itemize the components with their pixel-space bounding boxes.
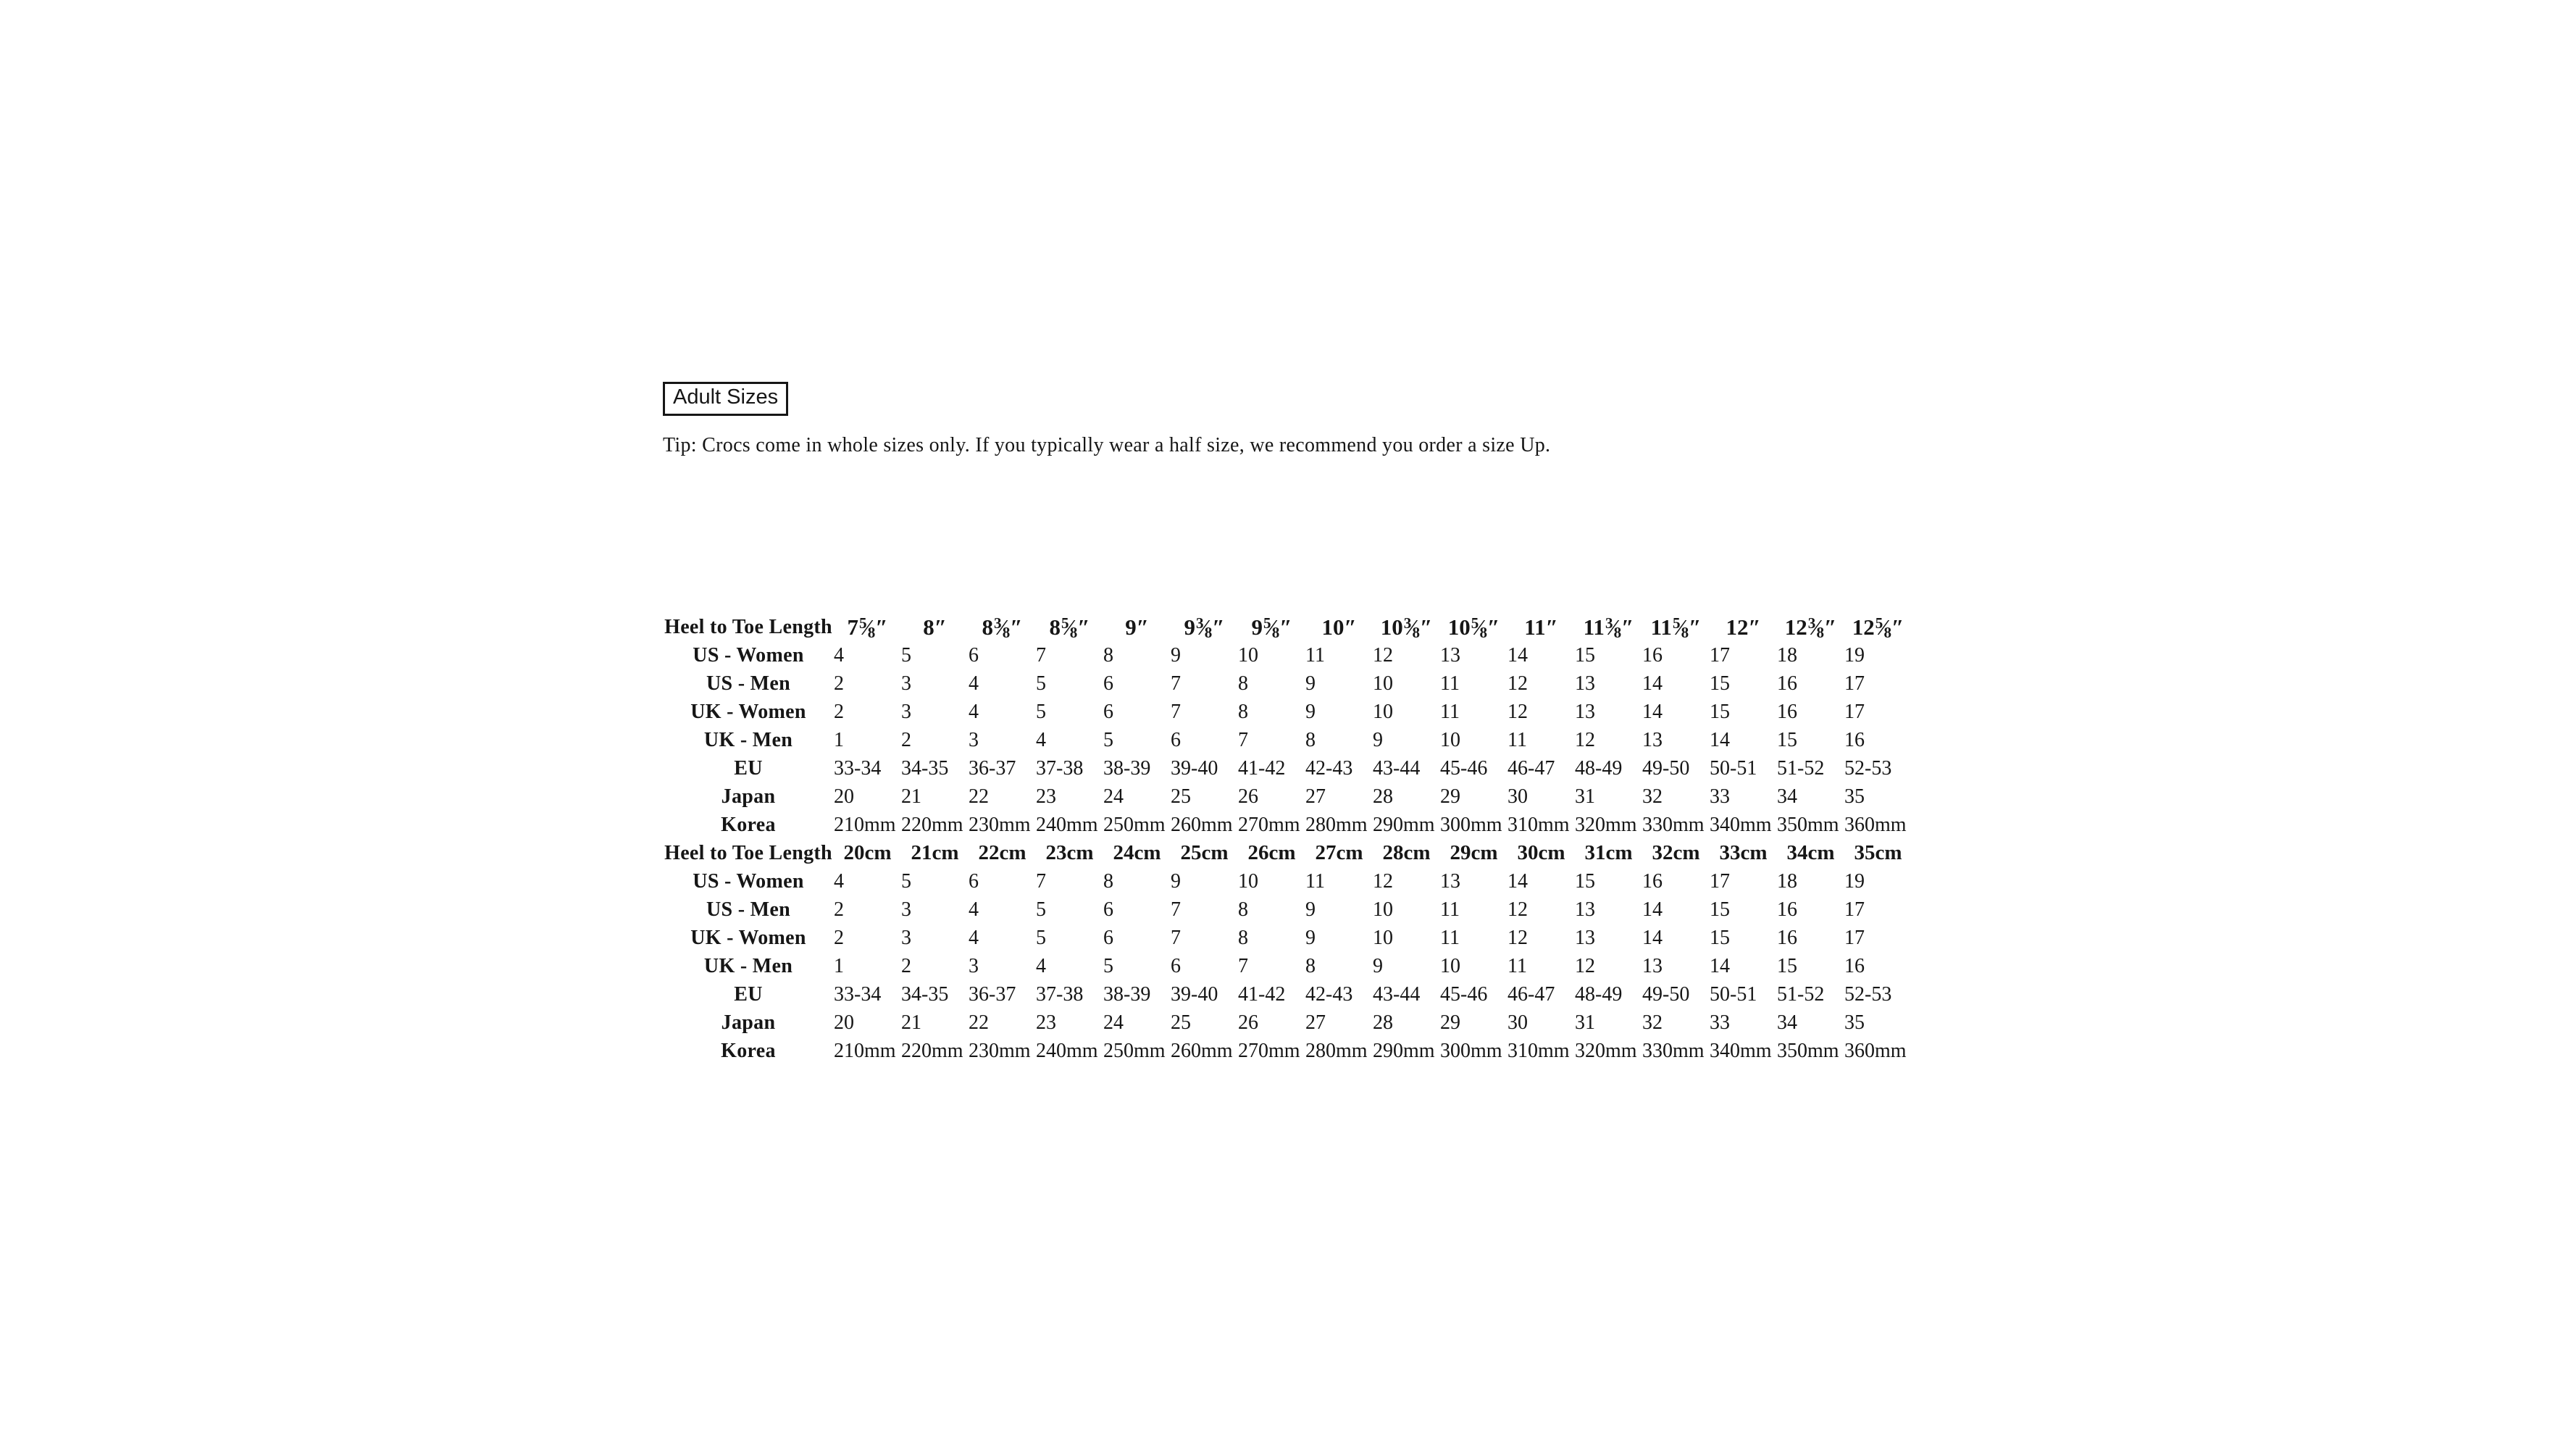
size-cell: 4: [969, 898, 979, 921]
size-row: [663, 669, 1912, 698]
size-cell: 10: [1440, 954, 1460, 977]
size-cell: 12: [1507, 672, 1528, 695]
size-cell: 15: [1575, 643, 1595, 667]
size-row: [663, 641, 1912, 669]
size-cell: 7: [1238, 954, 1248, 977]
size-cell: 5: [901, 643, 911, 667]
size-cell: 10: [1440, 728, 1460, 751]
row-label: UK - Women: [690, 926, 806, 949]
size-cell: 21: [901, 785, 921, 808]
size-cell: 2: [834, 700, 844, 723]
size-cell: 35: [1844, 785, 1865, 808]
size-cell: 270mm: [1238, 1039, 1300, 1062]
size-cell: 4: [969, 672, 979, 695]
size-cell: 34-35: [901, 982, 949, 1006]
size-cell: 210mm: [834, 1039, 896, 1062]
size-cell: 8: [1103, 643, 1113, 667]
size-cell: 24: [1103, 1011, 1124, 1034]
size-cell: 7: [1036, 643, 1046, 667]
column-header: 27cm: [1315, 841, 1363, 864]
size-cell: 11: [1305, 869, 1325, 893]
column-header: $8^3⁄_8''$: [982, 614, 1023, 641]
column-header: 20cm: [843, 841, 892, 864]
column-header: 21cm: [911, 841, 959, 864]
size-cell: 7: [1171, 672, 1181, 695]
size-cell: 6: [1171, 954, 1181, 977]
size-cell: 31: [1575, 1011, 1595, 1034]
column-header: 22cm: [978, 841, 1026, 864]
size-cell: 25: [1171, 785, 1191, 808]
size-cell: 360mm: [1844, 813, 1907, 836]
heel-to-toe-length-label: Heel to Toe Length: [664, 615, 832, 638]
size-cell: 26: [1238, 1011, 1258, 1034]
size-cell: 330mm: [1642, 813, 1705, 836]
size-cell: 13: [1440, 643, 1460, 667]
size-cell: 240mm: [1036, 813, 1098, 836]
size-cell: 2: [834, 898, 844, 921]
size-cell: 29: [1440, 1011, 1460, 1034]
row-label: EU: [734, 982, 763, 1006]
column-header: 30cm: [1517, 841, 1565, 864]
size-cell: 37-38: [1036, 756, 1084, 780]
size-cell: 16: [1777, 672, 1797, 695]
size-cell: 49-50: [1642, 756, 1690, 780]
row-label: US - Women: [693, 869, 804, 893]
size-cell: 27: [1305, 785, 1326, 808]
size-cell: 280mm: [1305, 813, 1368, 836]
size-cell: 270mm: [1238, 813, 1300, 836]
size-cell: 9: [1305, 672, 1316, 695]
size-cell: 36-37: [969, 756, 1016, 780]
column-header: 11″: [1524, 614, 1558, 640]
size-cell: 10: [1373, 926, 1393, 949]
size-cell: 250mm: [1103, 1039, 1166, 1062]
row-label: Japan: [721, 1011, 776, 1034]
size-cell: 30: [1507, 785, 1528, 808]
size-cell: 19: [1844, 643, 1865, 667]
size-row: [663, 698, 1912, 726]
size-cell: 14: [1642, 926, 1663, 949]
column-header: 35cm: [1854, 841, 1902, 864]
column-header: $8^5⁄_8''$: [1049, 614, 1090, 641]
size-cell: 16: [1777, 700, 1797, 723]
size-cell: 14: [1710, 728, 1730, 751]
size-cell: 290mm: [1373, 813, 1435, 836]
size-cell: 36-37: [969, 982, 1016, 1006]
size-cell: 34-35: [901, 756, 949, 780]
size-cell: 3: [901, 700, 911, 723]
size-table: [663, 613, 1912, 1065]
size-cell: 15: [1710, 926, 1730, 949]
size-row: [663, 782, 1912, 811]
size-cell: 12: [1507, 700, 1528, 723]
size-cell: 220mm: [901, 813, 963, 836]
size-cell: 280mm: [1305, 1039, 1368, 1062]
size-row: [663, 895, 1912, 924]
size-cell: 6: [1103, 898, 1113, 921]
size-cell: 15: [1777, 954, 1797, 977]
size-cell: 27: [1305, 1011, 1326, 1034]
column-header: 8″: [923, 614, 947, 640]
size-cell: 25: [1171, 1011, 1191, 1034]
size-cell: 2: [834, 926, 844, 949]
size-cell: 9: [1305, 926, 1316, 949]
size-cell: 5: [1036, 700, 1046, 723]
tip-text: Tip: Crocs come in whole sizes only. If you typically wear a half size, we recommend you order a size Up.: [663, 434, 1551, 456]
size-cell: 12: [1507, 926, 1528, 949]
size-cell: 14: [1642, 898, 1663, 921]
size-cell: 11: [1507, 728, 1527, 751]
size-cell: 8: [1305, 954, 1316, 977]
size-cell: 17: [1844, 672, 1865, 695]
size-cell: 29: [1440, 785, 1460, 808]
size-cell: 5: [1036, 672, 1046, 695]
size-cell: 6: [1103, 700, 1113, 723]
size-cell: 13: [1642, 954, 1663, 977]
size-cell: 8: [1305, 728, 1316, 751]
size-cell: 46-47: [1507, 982, 1555, 1006]
size-cell: 9: [1373, 728, 1383, 751]
size-cell: 10: [1373, 898, 1393, 921]
size-cell: 300mm: [1440, 813, 1502, 836]
column-header: 24cm: [1113, 841, 1161, 864]
size-cell: 3: [969, 728, 979, 751]
adult-sizes-button[interactable]: Adult Sizes: [663, 382, 788, 416]
size-cell: 220mm: [901, 1039, 963, 1062]
size-cell: 22: [969, 1011, 989, 1034]
size-cell: 30: [1507, 1011, 1528, 1034]
column-header: 29cm: [1450, 841, 1498, 864]
size-cell: 26: [1238, 785, 1258, 808]
size-cell: 15: [1710, 672, 1730, 695]
size-cell: 31: [1575, 785, 1595, 808]
row-label: Korea: [721, 813, 776, 836]
size-cell: 14: [1710, 954, 1730, 977]
size-cell: 14: [1507, 643, 1528, 667]
size-cell: 3: [901, 898, 911, 921]
size-cell: 15: [1710, 898, 1730, 921]
size-row: [663, 867, 1912, 895]
column-header: 25cm: [1180, 841, 1229, 864]
column-header: $11^5⁄_8''$: [1650, 614, 1702, 641]
size-row: [663, 980, 1912, 1009]
size-cell: 19: [1844, 869, 1865, 893]
size-cell: 330mm: [1642, 1039, 1705, 1062]
size-cell: 3: [969, 954, 979, 977]
size-cell: 260mm: [1171, 1039, 1233, 1062]
column-header: $12^3⁄_8''$: [1784, 614, 1837, 641]
size-row: [663, 1037, 1912, 1065]
size-cell: 230mm: [969, 1039, 1031, 1062]
size-cell: 17: [1710, 643, 1730, 667]
size-cell: 16: [1844, 954, 1865, 977]
size-cell: 23: [1036, 1011, 1056, 1034]
size-cell: 16: [1844, 728, 1865, 751]
size-cell: 5: [901, 869, 911, 893]
size-cell: 7: [1171, 926, 1181, 949]
row-label: Japan: [721, 785, 776, 808]
size-cell: 10: [1238, 869, 1258, 893]
size-cell: 22: [969, 785, 989, 808]
column-header: $9^5⁄_8''$: [1251, 614, 1292, 641]
size-cell: 4: [969, 926, 979, 949]
column-header: $11^3⁄_8''$: [1583, 614, 1634, 641]
size-cell: 6: [969, 869, 979, 893]
size-cell: 11: [1440, 700, 1460, 723]
size-cell: 9: [1171, 643, 1181, 667]
size-cell: 28: [1373, 1011, 1393, 1034]
size-cell: 33: [1710, 1011, 1730, 1034]
row-label: EU: [734, 756, 763, 780]
size-cell: 4: [1036, 728, 1046, 751]
size-cell: 33: [1710, 785, 1730, 808]
size-cell: 38-39: [1103, 756, 1151, 780]
size-cell: 24: [1103, 785, 1124, 808]
size-cell: 2: [901, 954, 911, 977]
column-header: 31cm: [1584, 841, 1633, 864]
size-cell: 52-53: [1844, 982, 1892, 1006]
size-header-row: [663, 613, 1912, 641]
size-cell: 21: [901, 1011, 921, 1034]
column-header: 26cm: [1247, 841, 1296, 864]
size-cell: 4: [969, 700, 979, 723]
column-header: $10^3⁄_8''$: [1380, 614, 1433, 641]
size-cell: 7: [1171, 898, 1181, 921]
size-row: [663, 1009, 1912, 1037]
size-cell: 2: [901, 728, 911, 751]
size-cell: 16: [1777, 926, 1797, 949]
size-cell: 49-50: [1642, 982, 1690, 1006]
size-cell: 51-52: [1777, 756, 1825, 780]
size-cell: 340mm: [1710, 813, 1772, 836]
column-header: 34cm: [1786, 841, 1835, 864]
size-cell: 350mm: [1777, 1039, 1839, 1062]
size-table-body: [663, 613, 1912, 1065]
size-cell: 33-34: [834, 756, 882, 780]
size-header-row: [663, 839, 1912, 867]
size-cell: 9: [1305, 898, 1316, 921]
size-row: [663, 924, 1912, 952]
size-cell: 45-46: [1440, 756, 1488, 780]
size-cell: 6: [1103, 926, 1113, 949]
size-cell: 48-49: [1575, 756, 1623, 780]
size-cell: 13: [1440, 869, 1460, 893]
size-cell: 340mm: [1710, 1039, 1772, 1062]
size-cell: 18: [1777, 643, 1797, 667]
size-cell: 6: [969, 643, 979, 667]
size-cell: 250mm: [1103, 813, 1166, 836]
size-cell: 5: [1036, 926, 1046, 949]
size-cell: 45-46: [1440, 982, 1488, 1006]
size-cell: 4: [1036, 954, 1046, 977]
size-cell: 38-39: [1103, 982, 1151, 1006]
size-cell: 11: [1440, 672, 1460, 695]
row-label: US - Men: [706, 898, 790, 921]
size-cell: 14: [1642, 700, 1663, 723]
size-cell: 28: [1373, 785, 1393, 808]
size-cell: 8: [1238, 700, 1248, 723]
size-cell: 48-49: [1575, 982, 1623, 1006]
size-cell: 5: [1103, 728, 1113, 751]
size-cell: 14: [1507, 869, 1528, 893]
size-cell: 17: [1710, 869, 1730, 893]
column-header: 9″: [1125, 614, 1149, 640]
row-label: US - Men: [706, 672, 790, 695]
size-cell: 9: [1171, 869, 1181, 893]
size-cell: 52-53: [1844, 756, 1892, 780]
size-row: [663, 952, 1912, 980]
size-cell: 13: [1575, 672, 1595, 695]
size-cell: 2: [834, 672, 844, 695]
size-cell: 15: [1710, 700, 1730, 723]
size-cell: 16: [1642, 869, 1663, 893]
column-header: 12″: [1726, 614, 1761, 640]
size-cell: 15: [1575, 869, 1595, 893]
size-cell: 13: [1575, 898, 1595, 921]
row-label: UK - Women: [690, 700, 806, 723]
size-cell: 10: [1373, 672, 1393, 695]
size-cell: 310mm: [1507, 813, 1570, 836]
size-cell: 17: [1844, 898, 1865, 921]
size-cell: 6: [1103, 672, 1113, 695]
column-header: 28cm: [1382, 841, 1431, 864]
column-header: $9^3⁄_8''$: [1184, 614, 1225, 641]
size-cell: 8: [1238, 926, 1248, 949]
size-cell: 13: [1575, 926, 1595, 949]
size-cell: 260mm: [1171, 813, 1233, 836]
size-cell: 230mm: [969, 813, 1031, 836]
size-cell: 37-38: [1036, 982, 1084, 1006]
size-row: [663, 754, 1912, 782]
row-label: UK - Men: [703, 728, 793, 751]
size-cell: 9: [1373, 954, 1383, 977]
size-cell: 46-47: [1507, 756, 1555, 780]
size-cell: 240mm: [1036, 1039, 1098, 1062]
size-row: [663, 811, 1912, 839]
size-cell: 8: [1238, 898, 1248, 921]
size-cell: 360mm: [1844, 1039, 1907, 1062]
size-cell: 34: [1777, 1011, 1797, 1034]
size-cell: 350mm: [1777, 813, 1839, 836]
size-cell: 8: [1238, 672, 1248, 695]
size-cell: 4: [834, 643, 844, 667]
size-cell: 320mm: [1575, 1039, 1637, 1062]
size-cell: 43-44: [1373, 756, 1421, 780]
size-cell: 8: [1103, 869, 1113, 893]
size-cell: 35: [1844, 1011, 1865, 1034]
size-cell: 7: [1238, 728, 1248, 751]
size-cell: 4: [834, 869, 844, 893]
size-cell: 41-42: [1238, 982, 1286, 1006]
size-cell: 12: [1507, 898, 1528, 921]
size-cell: 13: [1575, 700, 1595, 723]
column-header: $10^5⁄_8''$: [1447, 614, 1500, 641]
size-cell: 16: [1642, 643, 1663, 667]
size-cell: 14: [1642, 672, 1663, 695]
size-cell: 50-51: [1710, 982, 1757, 1006]
size-cell: 300mm: [1440, 1039, 1502, 1062]
size-cell: 3: [901, 926, 911, 949]
size-cell: 11: [1305, 643, 1325, 667]
size-cell: 39-40: [1171, 982, 1218, 1006]
size-cell: 9: [1305, 700, 1316, 723]
size-cell: 32: [1642, 785, 1663, 808]
size-cell: 310mm: [1507, 1039, 1570, 1062]
size-cell: 12: [1373, 643, 1393, 667]
size-cell: 34: [1777, 785, 1797, 808]
size-row: [663, 726, 1912, 754]
size-cell: 50-51: [1710, 756, 1757, 780]
size-cell: 1: [834, 728, 844, 751]
column-header: $7^5⁄_8''$: [847, 614, 888, 641]
size-cell: 12: [1373, 869, 1393, 893]
size-cell: 12: [1575, 954, 1595, 977]
size-cell: 10: [1238, 643, 1258, 667]
size-cell: 20: [834, 785, 854, 808]
size-cell: 5: [1036, 898, 1046, 921]
size-cell: 11: [1440, 926, 1460, 949]
size-cell: 7: [1036, 869, 1046, 893]
size-cell: 20: [834, 1011, 854, 1034]
size-cell: 15: [1777, 728, 1797, 751]
size-cell: 17: [1844, 700, 1865, 723]
row-label: Korea: [721, 1039, 776, 1062]
size-cell: 11: [1507, 954, 1527, 977]
size-cell: 41-42: [1238, 756, 1286, 780]
size-cell: 51-52: [1777, 982, 1825, 1006]
size-cell: 16: [1777, 898, 1797, 921]
size-cell: 6: [1171, 728, 1181, 751]
size-cell: 3: [901, 672, 911, 695]
size-cell: 7: [1171, 700, 1181, 723]
size-cell: 42-43: [1305, 756, 1353, 780]
row-label: UK - Men: [703, 954, 793, 977]
size-cell: 42-43: [1305, 982, 1353, 1006]
size-cell: 39-40: [1171, 756, 1218, 780]
column-header: 33cm: [1719, 841, 1768, 864]
size-cell: 210mm: [834, 813, 896, 836]
size-cell: 5: [1103, 954, 1113, 977]
size-cell: 1: [834, 954, 844, 977]
size-cell: 33-34: [834, 982, 882, 1006]
heel-to-toe-length-label: Heel to Toe Length: [664, 841, 832, 864]
size-cell: 290mm: [1373, 1039, 1435, 1062]
size-cell: 13: [1642, 728, 1663, 751]
row-label: US - Women: [693, 643, 804, 667]
size-cell: 10: [1373, 700, 1393, 723]
size-cell: 32: [1642, 1011, 1663, 1034]
size-cell: 43-44: [1373, 982, 1421, 1006]
size-cell: 18: [1777, 869, 1797, 893]
size-cell: 12: [1575, 728, 1595, 751]
column-header: 23cm: [1045, 841, 1094, 864]
column-header: $12^5⁄_8''$: [1852, 614, 1904, 641]
size-cell: 320mm: [1575, 813, 1637, 836]
size-cell: 23: [1036, 785, 1056, 808]
column-header: 32cm: [1652, 841, 1700, 864]
size-cell: 11: [1440, 898, 1460, 921]
column-header: 10″: [1321, 614, 1357, 640]
size-cell: 17: [1844, 926, 1865, 949]
